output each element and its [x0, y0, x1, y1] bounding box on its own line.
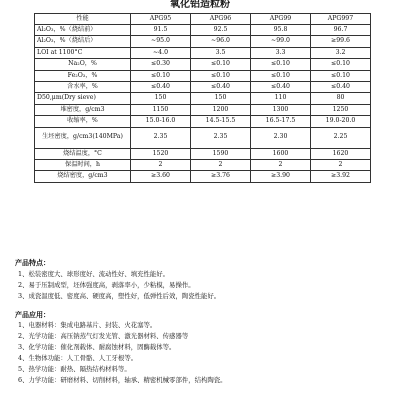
table-cell: ≤0.10 [251, 70, 311, 81]
table-cell: 150 [191, 93, 251, 104]
table-cell: 3.3 [251, 47, 311, 58]
row-label: Al₂O₃，%（烧结前） [35, 25, 131, 36]
table-row [35, 59, 371, 70]
header-property: 性能 [35, 14, 131, 25]
header-apg96: APG96 [191, 14, 251, 25]
table-cell: ≤0.40 [131, 81, 191, 92]
table-cell: 19.0-20.0 [311, 116, 371, 127]
table-cell: ≤0.10 [251, 59, 311, 70]
table-cell: 3.2 [311, 47, 371, 58]
row-label: 堆密度，g/cm3 [35, 104, 131, 115]
row-label: 烧结密度，g/cm3 [35, 171, 131, 182]
feature-item: 3、成瓷温度低、密度高、硬度高，塑性好，低弹性后效，陶瓷性能好。 [18, 292, 221, 300]
table-row [35, 171, 371, 182]
table-cell: 2 [191, 159, 251, 170]
table-cell: ≤0.10 [131, 70, 191, 81]
table-cell: 16.5-17.5 [251, 116, 311, 127]
application-item: 6、力学功能：研磨材料、切削材料，轴承、精密机械零部件，结构陶瓷。 [18, 376, 227, 384]
table-cell: 14.5-15.5 [191, 116, 251, 127]
applications-heading: 产品应用： [15, 310, 50, 319]
spec-table [34, 13, 371, 183]
table-cell: 1590 [191, 148, 251, 159]
table-cell: 92.5 [191, 25, 251, 36]
table-cell: 150 [131, 93, 191, 104]
table-cell: 110 [251, 93, 311, 104]
features-list [18, 269, 220, 302]
table-cell: 1250 [311, 104, 371, 115]
table-cell: ≥99.6 [311, 36, 371, 47]
features-heading: 产品特点： [15, 258, 50, 267]
table-cell: 96.7 [311, 25, 371, 36]
row-label: 收缩率，% [35, 116, 131, 127]
application-item: 5、热学功能：耐热、隔热结构材料等。 [18, 365, 131, 373]
row-label: Fe₂O₃，% [35, 70, 131, 81]
table-row [35, 93, 371, 104]
table-cell: ≥3.92 [311, 171, 371, 182]
table-cell: 1150 [131, 104, 191, 115]
row-label: 含水率，% [35, 81, 131, 92]
table-cell: ~99.0 [251, 36, 311, 47]
application-item: 3、化学功能：催化剂载体、耐腐蚀材料，固酶载体等。 [18, 343, 176, 351]
table-cell: ≤0.30 [131, 59, 191, 70]
table-cell: 2 [131, 159, 191, 170]
header-apg95: APG95 [131, 14, 191, 25]
table-cell: ~96.0 [191, 36, 251, 47]
row-label: Na₂O，% [35, 59, 131, 70]
table-cell: ~4.0 [131, 47, 191, 58]
table-cell: ≥3.60 [131, 171, 191, 182]
table-cell: 1620 [311, 148, 371, 159]
table-cell: 1300 [251, 104, 311, 115]
table-header-row [35, 14, 371, 25]
table-cell: 2.35 [131, 127, 191, 148]
table-cell: 2.35 [191, 127, 251, 148]
table-row [35, 104, 371, 115]
table-cell: 1520 [131, 148, 191, 159]
feature-item: 2、易于压制成型，坯体强度高，剥落率小，少粘模，易操作。 [18, 281, 195, 289]
table-cell: 2.25 [311, 127, 371, 148]
header-apg99: APG99 [251, 14, 311, 25]
row-label: Al₂O₃，%（烧结后） [35, 36, 131, 47]
table-cell: 95.8 [251, 25, 311, 36]
application-item: 1、电器材料：集成电路基片、封装、火花塞等。 [18, 321, 157, 329]
table-row [35, 81, 371, 92]
table-cell: ≤0.10 [311, 70, 371, 81]
table-cell: 1200 [191, 104, 251, 115]
table-cell: 80 [311, 93, 371, 104]
table-row [35, 25, 371, 36]
table-row [35, 159, 371, 170]
feature-item: 1、松装密度大、球形度好、流动性好、填充性能好。 [18, 270, 170, 278]
header-apg997: APG997 [311, 14, 371, 25]
table-cell: 2 [311, 159, 371, 170]
table-cell: 1600 [251, 148, 311, 159]
table-row [35, 127, 371, 148]
row-label: 生坯密度，g/cm3(140MPa) [35, 127, 131, 148]
row-label: 保温时间，h [35, 159, 131, 170]
row-label: 烧结温度，°C [35, 148, 131, 159]
table-cell: ≤0.10 [191, 70, 251, 81]
table-cell: 91.5 [131, 25, 191, 36]
table-cell: 3.5 [191, 47, 251, 58]
row-label: LOI at 1100°C [35, 47, 131, 58]
table-cell: ≥3.90 [251, 171, 311, 182]
table-cell: ≤0.40 [251, 81, 311, 92]
applications-list [18, 320, 227, 386]
table-cell: ≤0.10 [311, 59, 371, 70]
table-cell: ≤0.40 [311, 81, 371, 92]
table-cell: 15.0-16.0 [131, 116, 191, 127]
document-title: 氧化铝造粒粉 [170, 0, 230, 10]
table-cell: 2.30 [251, 127, 311, 148]
table-cell: ≥3.76 [191, 171, 251, 182]
table-row [35, 36, 371, 47]
table-cell: 2 [251, 159, 311, 170]
table-row [35, 70, 371, 81]
application-item: 4、生物体功能：人工骨骼、人工牙根等。 [18, 354, 138, 362]
application-item: 2、光学功能：高压钠蒸气灯发光管、激光器材料、传感器等 [18, 332, 189, 340]
table-cell: ~95.0 [131, 36, 191, 47]
table-row [35, 148, 371, 159]
table-cell: ≤0.10 [191, 59, 251, 70]
table-row [35, 116, 371, 127]
table-cell: ≤0.40 [191, 81, 251, 92]
table-row [35, 47, 371, 58]
row-label: D50,μm(Dry sieve) [35, 93, 131, 104]
